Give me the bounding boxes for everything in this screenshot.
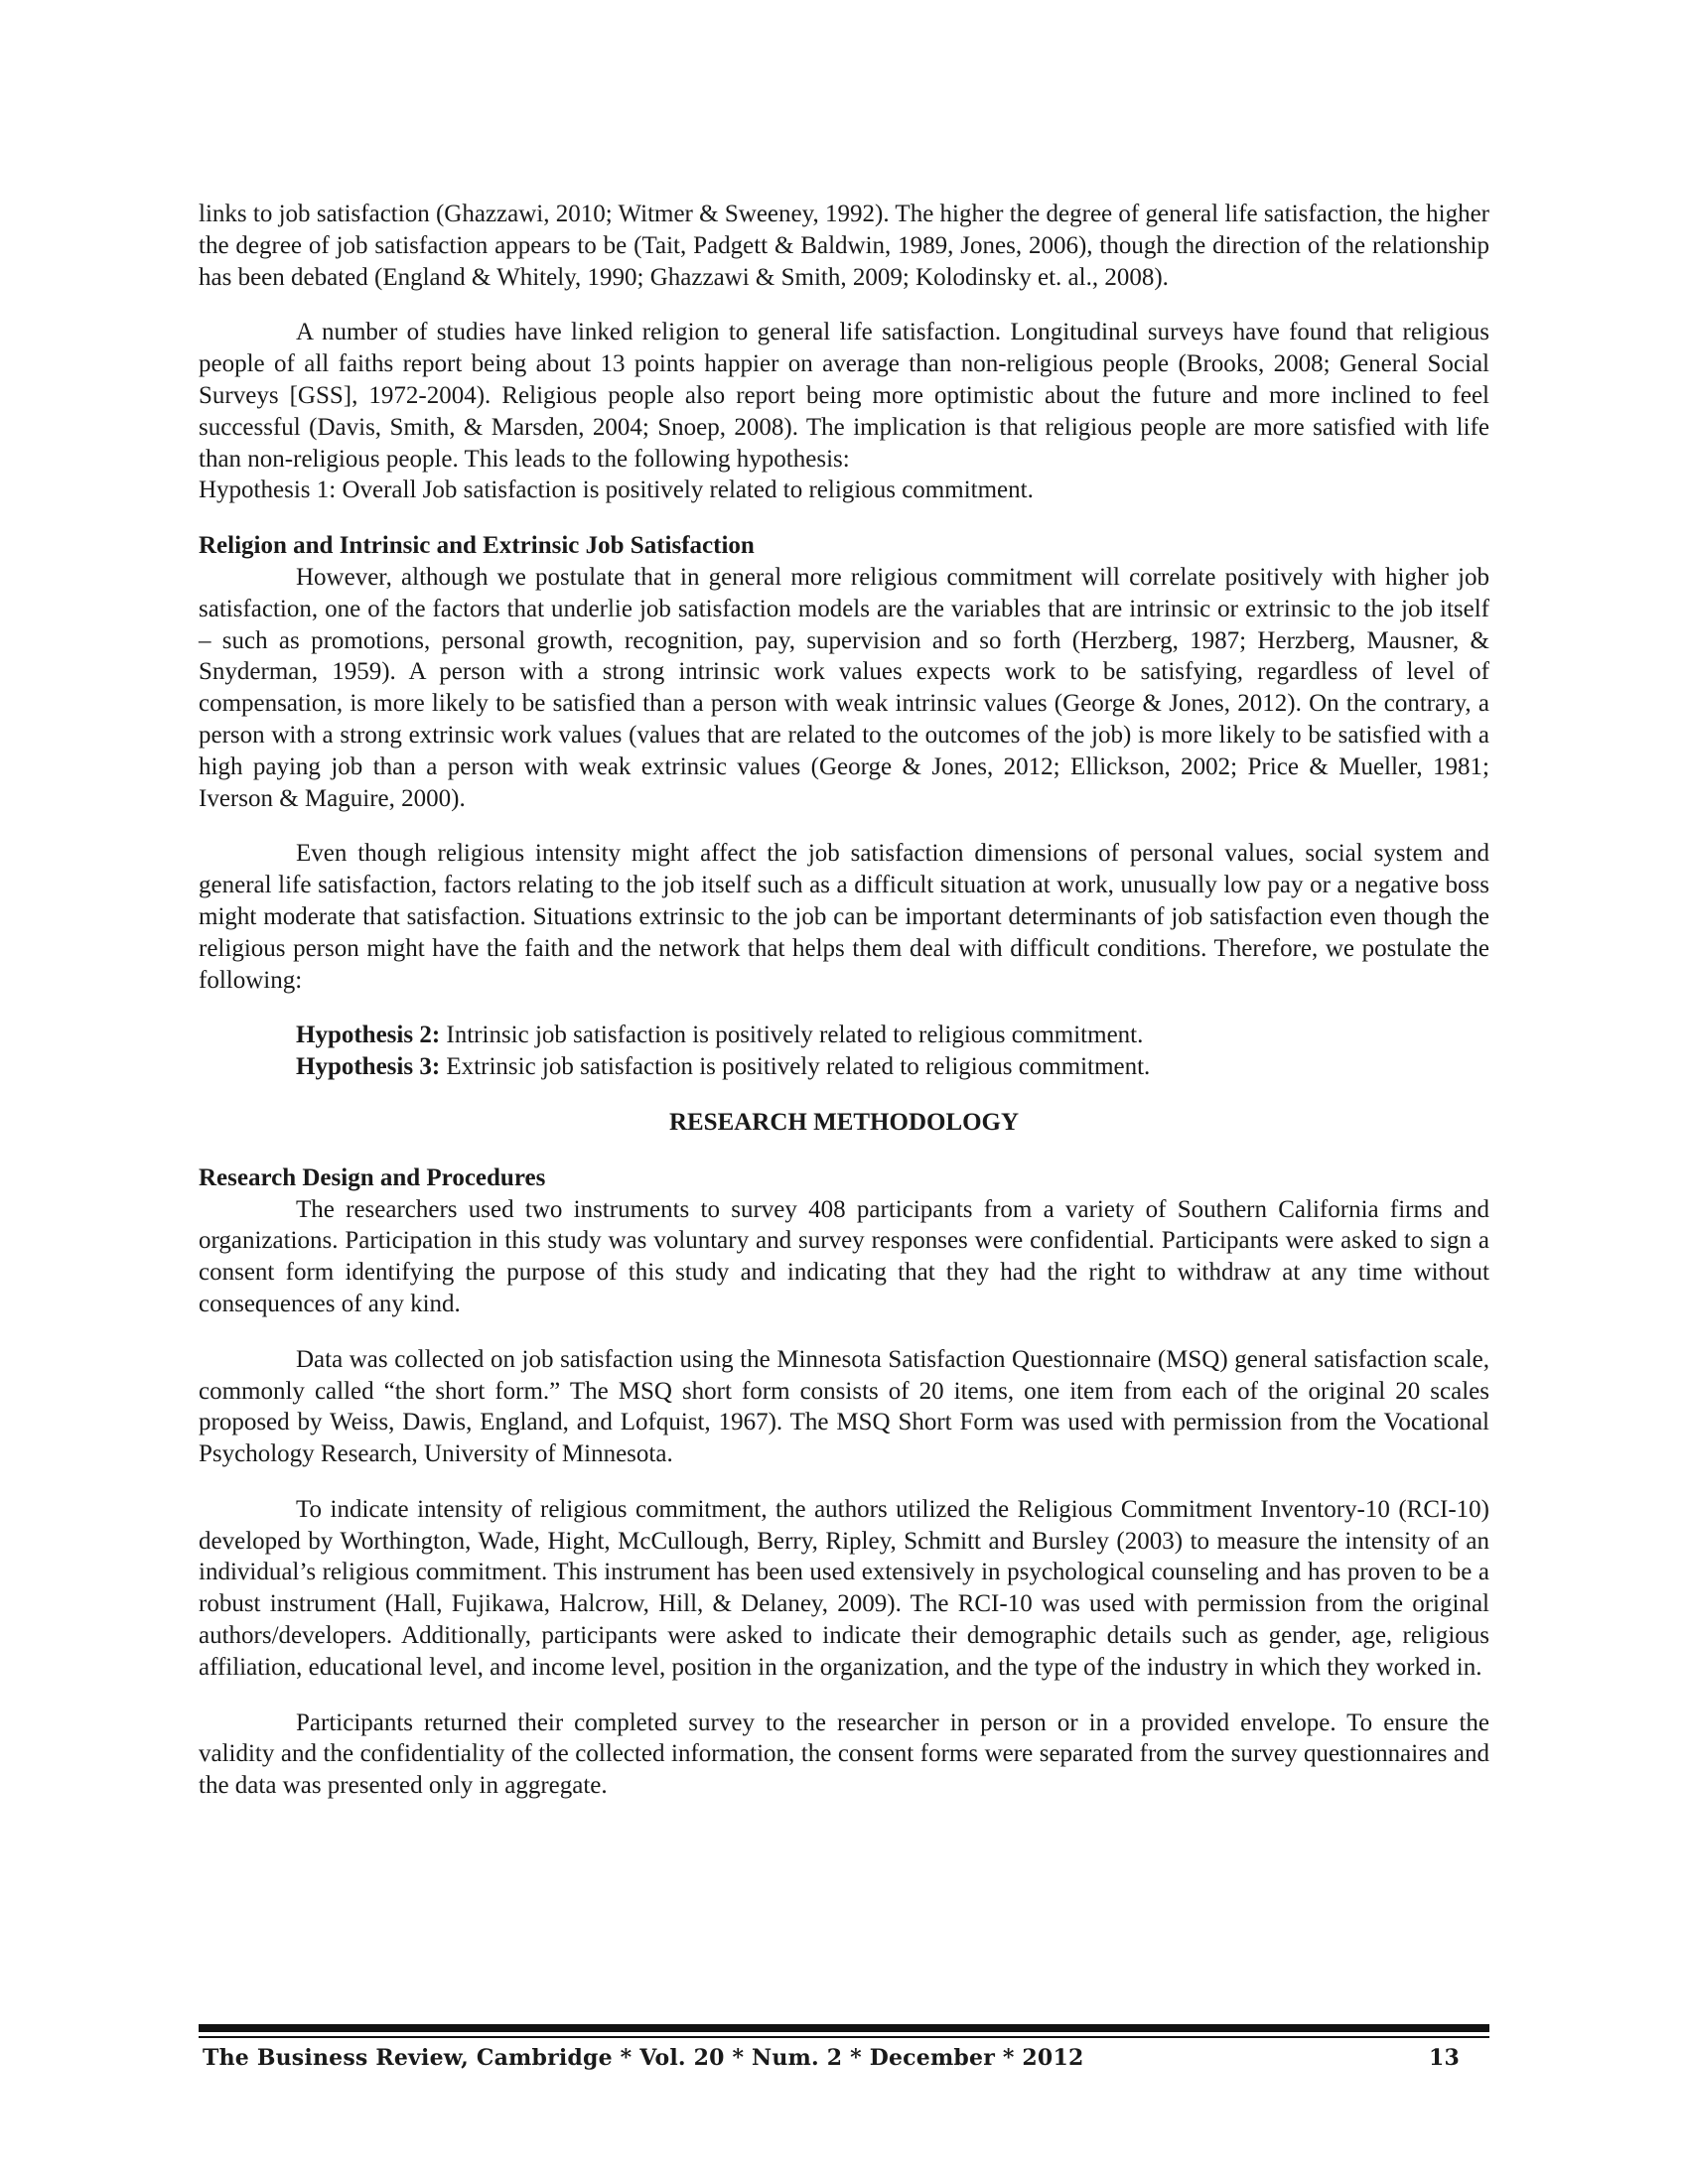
section-heading: RESEARCH METHODOLOGY: [668, 1108, 1020, 1136]
section-subheading: Religion and Intrinsic and Extrinsic Job Satisfaction: [199, 532, 755, 560]
document-body: [199, 199, 1489, 1802]
hypothesis-text: Extrinsic job satisfaction is positively related to religious commitment.: [440, 1053, 1151, 1081]
hypothesis-label: Hypothesis 2:: [296, 1022, 441, 1049]
footer-rule-thick: [199, 2024, 1489, 2032]
paragraph: Participants returned their completed survey to the researcher in person or in a provided envelope. To ensure the validity and the confidentiality of the collected information, the consent forms were separated from the survey questionnaires and the data was presented only in aggregate.: [199, 1708, 1489, 1800]
footer-rule-thin: [199, 2036, 1489, 2038]
paragraph: To indicate intensity of religious commitment, the authors utilized the Religious Commitment Inventory-10 (RCI-10) developed by Worthington, Wade, Hight, McCullough, Berry, Ripley, Schmitt and Bursley (2003) to measure the intensity of an individual’s religious commitment. This instrument has been used extensively in psychological counseling and has proven to be a robust instrument (Hall, Fujikawa, Halcrow, Hill, & Delaney, 2009). The RCI-10 was used with permission from the original authors/developers. Additionally, participants were asked to indicate their demographic details such as gender, age, religious affiliation, educational level, and income level, position in the organization, and the type of the industry in which they worked in.: [199, 1495, 1489, 1681]
hypothesis-text: Intrinsic job satisfaction is positively related to religious commitment.: [440, 1022, 1144, 1049]
page-footer: [199, 2024, 1489, 2071]
paragraph: The researchers used two instruments to survey 408 participants from a variety of Southern California firms and organizations. Participation in this study was voluntary and survey responses were confidential. Participants were asked to sign a consent form identifying the purpose of this study and indicating that they had the right to withdraw at any time without consequences of any kind.: [199, 1195, 1489, 1317]
hypothesis-1: Hypothesis 1: Overall Job satisfaction is positively related to religious commitment.: [199, 477, 1034, 504]
hypothesis-3: [199, 1051, 1489, 1083]
paragraph: A number of studies have linked religion to general life satisfaction. Longitudinal surveys have found that religious people of all faiths report being about 13 points happier on average than non-religious people (Brooks, 2008; General Social Surveys [GSS], 1972-2004). Religious people also report being more optimistic about the future and more inclined to feel successful (Davis, Smith, & Marsden, 2004; Snoep, 2008). The implication is that religious people are more satisfied with life than non-religious people. This leads to the following hypothesis:: [199, 319, 1489, 473]
paragraph: However, although we postulate that in general more religious commitment will correlate positively with higher job satisfaction, one of the factors that underlie job satisfaction models are the variables that are intrinsic or extrinsic to the job itself – such as promotions, personal growth, recognition, pay, supervision and so forth (Herzberg, 1987; Herzberg, Mausner, & Snyderman, 1959). A person with a strong intrinsic work values expects work to be satisfying, regardless of level of compensation, is more likely to be satisfied than a person with weak intrinsic values (George & Jones, 2012). On the contrary, a person with a strong extrinsic work values (values that are related to the outcomes of the job) is more likely to be satisfied with a high paying job than a person with weak extrinsic values (George & Jones, 2012; Ellickson, 2002; Price & Mueller, 1981; Iverson & Maguire, 2000).: [199, 563, 1489, 812]
footer-row: [199, 2045, 1489, 2071]
page-number: 13: [1428, 2045, 1460, 2071]
section-subheading: Research Design and Procedures: [199, 1163, 546, 1191]
paragraph: Data was collected on job satisfaction using the Minnesota Satisfaction Questionnaire (MSQ) general satisfaction scale, commonly called “the short form.” The MSQ short form consists of 20 items, one item from each of the original 20 scales proposed by Weiss, Dawis, England, and Lofquist, 1967). The MSQ Short Form was used with permission from the Vocational Psychology Research, University of Minnesota.: [199, 1345, 1489, 1468]
journal-citation: The Business Review, Cambridge * Vol. 20 * Num. 2 * December * 2012: [203, 2045, 1084, 2071]
paragraph: links to job satisfaction (Ghazzawi, 2010; Witmer & Sweeney, 1992). The higher the degree of general life satisfaction, the higher the degree of job satisfaction appears to be (Tait, Padgett & Baldwin, 1989, Jones, 2006), though the direction of the relationship has been debated (England & Whitely, 1990; Ghazzawi & Smith, 2009; Kolodinsky et. al., 2008).: [199, 201, 1489, 291]
hypothesis-2: [199, 1020, 1489, 1051]
paragraph: Even though religious intensity might affect the job satisfaction dimensions of personal values, social system and general life satisfaction, factors relating to the job itself such as a difficult situation at work, unusually low pay or a negative boss might moderate that satisfaction. Situations extrinsic to the job can be important determinants of job satisfaction even though the religious person might have the faith and the network that helps them deal with difficult conditions. Therefore, we postulate the following:: [199, 840, 1489, 994]
hypothesis-label: Hypothesis 3:: [296, 1053, 441, 1081]
